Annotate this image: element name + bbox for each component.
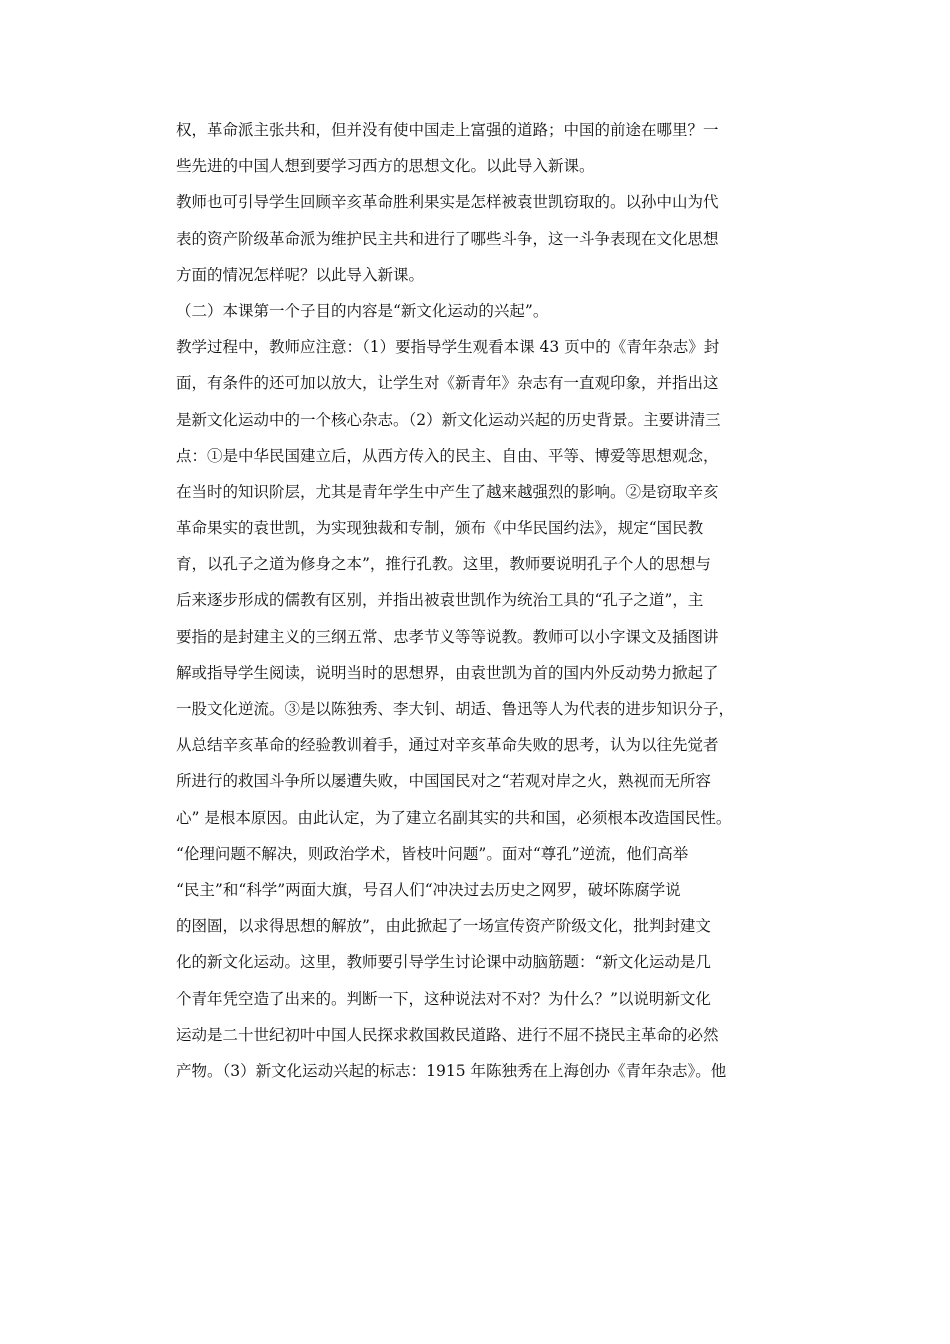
text-line: 点：①是中华民国建立后，从西方传入的民主、自由、平等、博爱等思想观念， [176,446,719,465]
text-line: 化的新文化运动。这里，教师要引导学生讨论课中动脑筋题：“新文化运动是几 [176,953,711,972]
text-line: “伦理问题不解决，则政治学术，皆枝叶问题”。面对“尊孔”逆流，他们高举 [176,844,689,863]
text-line: 的囹圄，以求得思想的解放”，由此掀起了一场宣传资产阶级文化，批判封建文 [176,917,711,936]
text-line: 解或指导学生阅读，说明当时的思想界，由袁世凯为首的国内外反动势力掀起了 [176,663,719,682]
text-line: 产物。（3）新文化运动兴起的标志：1915 年陈独秀在上海创办《青年杂志》。他 [176,1061,727,1080]
text-line: 个青年凭空造了出来的。判断一下，这种说法对不对？为什么？”以说明新文化 [176,989,711,1008]
text-line: 革命果实的袁世凯，为实现独裁和专制，颁布《中华民国约法》，规定“国民教 [176,519,704,538]
text-line: 运动是二十世纪初叶中国人民探求救国救民道路、进行不屈不挠民主革命的必然 [176,1025,719,1044]
body-text [176,112,786,1089]
text-line: 所进行的救国斗争所以屡遭失败，中国国民对之“若观对岸之火，熟视而无所容 [176,772,711,791]
text-line: 后来逐步形成的儒教有区别，并指出被袁世凯作为统治工具的“孔子之道”，主 [176,591,704,610]
text-line: 在当时的知识阶层，尤其是青年学生中产生了越来越强烈的影响。②是窃取辛亥 [176,482,719,501]
text-line: 方面的情况怎样呢？以此导入新课。 [176,265,425,284]
text-line: “民主”和“科学”两面大旗，号召人们“冲决过去历史之网罗，破坏陈腐学说 [176,880,681,899]
text-line: 教师也可引导学生回顾辛亥革命胜利果实是怎样被袁世凯窃取的。以孙中山为代 [176,193,719,212]
text-line: 育，以孔子之道为修身之本”，推行孔教。这里，教师要说明孔子个人的思想与 [176,555,711,574]
text-line: 表的资产阶级革命派为维护民主共和进行了哪些斗争，这一斗争表现在文化思想 [176,229,719,248]
text-line: 些先进的中国人想到要学习西方的思想文化。以此导入新课。 [176,157,595,176]
text-line: 是新文化运动中的一个核心杂志。（2）新文化运动兴起的历史背景。主要讲清三 [176,410,721,429]
text-line: 心” 是根本原因。由此认定，为了建立名副其实的共和国，必须根本改造国民性。 [176,808,732,827]
text-line: 面，有条件的还可加以放大，让学生对《新青年》杂志有一直观印象，并指出这 [176,374,719,393]
text-line: 权，革命派主张共和，但并没有使中国走上富强的道路；中国的前途在哪里？一 [176,121,719,139]
section-heading: （二）本课第一个子目的内容是“新文化运动的兴起”。 [176,301,549,320]
text-line: 一股文化逆流。③是以陈独秀、李大钊、胡适、鲁迅等人为代表的进步知识分子， [176,700,735,718]
text-line: 要指的是封建主义的三纲五常、忠孝节义等等说教。教师可以小字课文及插图讲 [176,627,719,646]
text-line: 教学过程中，教师应注意：（1）要指导学生观看本课 43 页中的《青年杂志》封 [176,338,720,357]
text-line: 从总结辛亥革命的经验教训着手，通过对辛亥革命失败的思考，认为以往先觉者 [176,736,719,755]
